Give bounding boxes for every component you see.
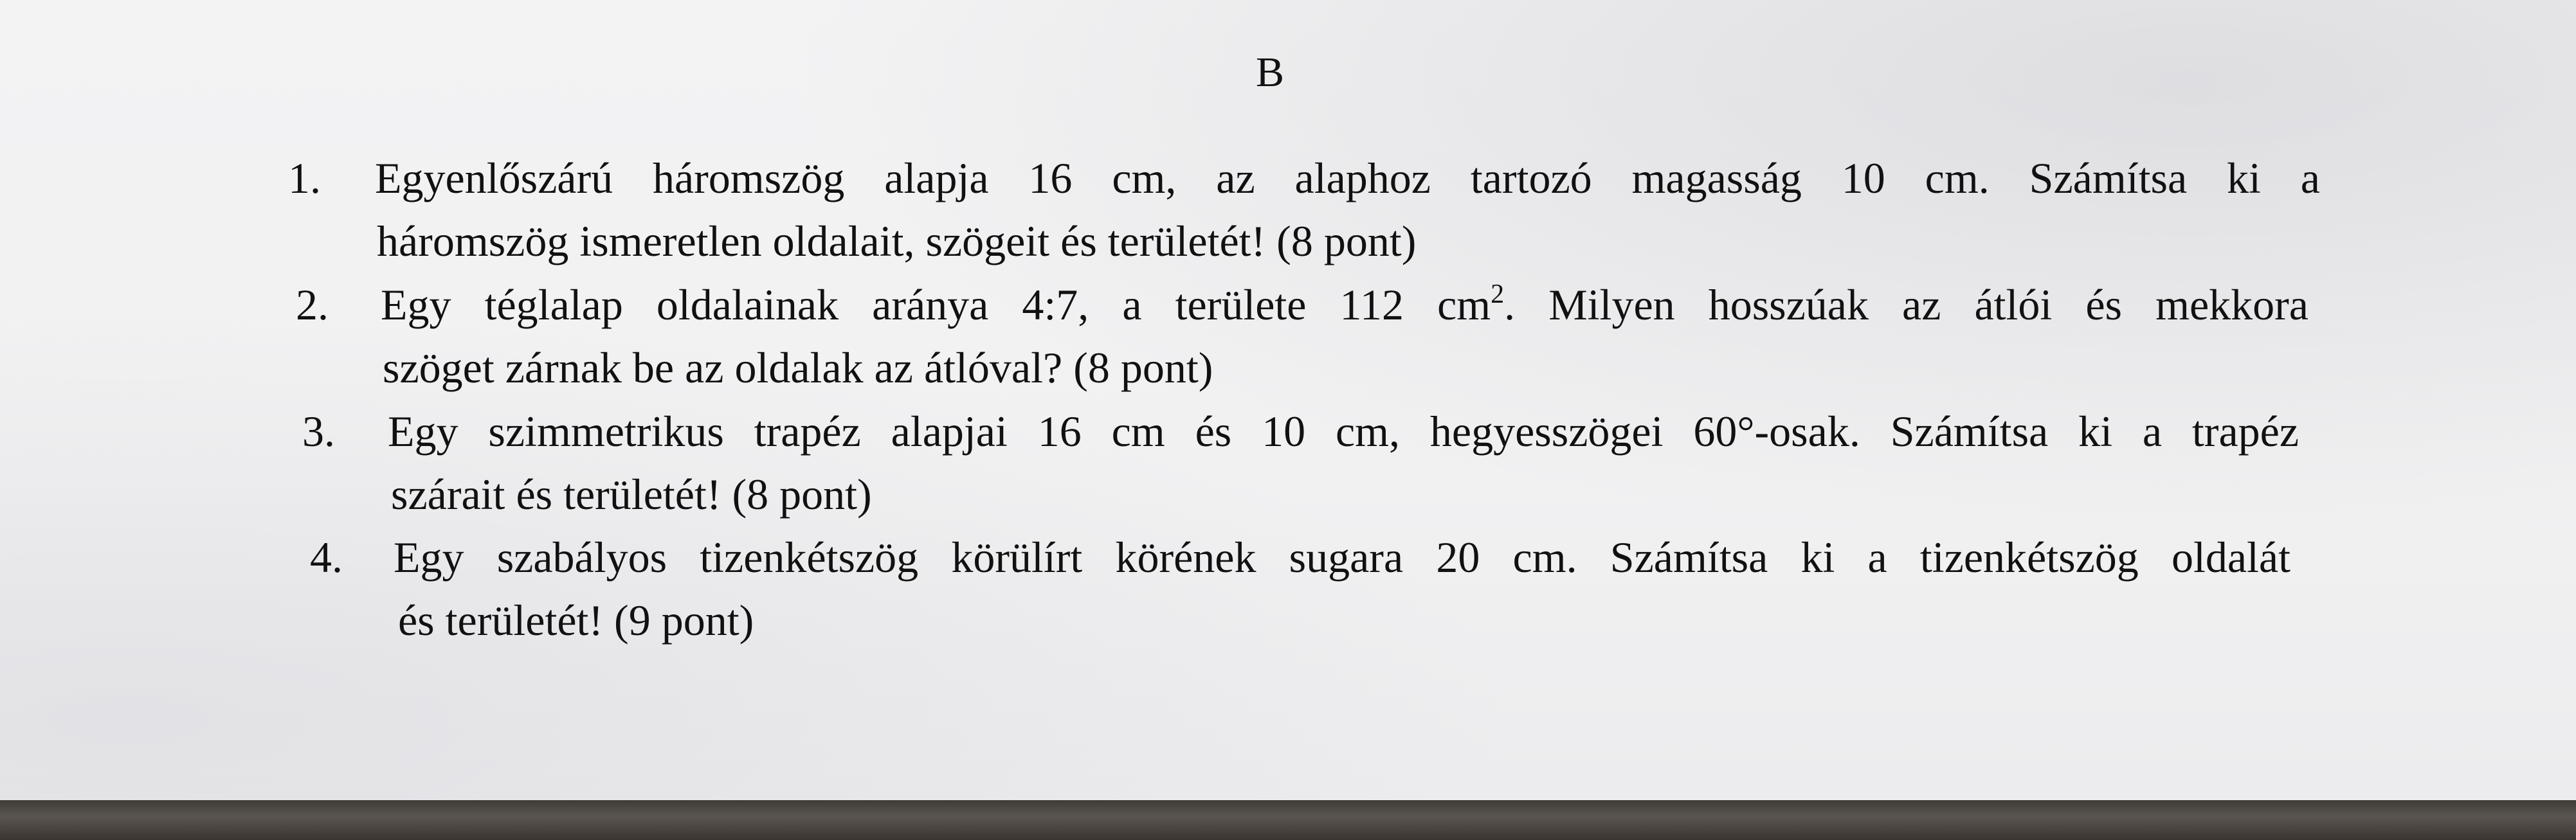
problem-number: 2.: [296, 280, 329, 329]
problem-item-2: [296, 273, 2308, 402]
problem-text-line-2: és területét! (9 pont): [398, 596, 754, 645]
problem-text-line-1: [381, 273, 2308, 336]
table-surface: [0, 800, 2576, 840]
problem-item-3: [302, 400, 2299, 528]
problem-number: 1.: [288, 154, 321, 202]
problem-text-line-1: Egy szabályos tizenkétszög körülírt körének sugara 20 cm. Számítsa ki a tizenkétszög oldalát: [394, 533, 2290, 582]
superscript-exponent: 2: [1491, 280, 1505, 309]
problem-number: 3.: [302, 407, 335, 456]
problem-text-segment: Egy téglalap oldalainak aránya 4:7, a területe 112 cm: [381, 280, 1491, 329]
page-heading: B: [1256, 49, 1285, 96]
problem-text-line-1: Egy szimmetrikus trapéz alapjai 16 cm és 10 cm, hegyesszögei 60°-osak. Számítsa ki a trapéz: [388, 407, 2299, 456]
problem-text-line-2: szárait és területét! (8 pont): [391, 470, 872, 519]
problem-text-line-1: Egyenlőszárú háromszög alapja 16 cm, az alaphoz tartozó magasság 10 cm. Számítsa ki a: [375, 154, 2320, 202]
problem-text-line-2: háromszög ismeretlen oldalait, szögeit és területét! (8 pont): [377, 217, 1417, 265]
problem-number: 4.: [310, 533, 343, 582]
problem-item-4: [310, 526, 2290, 654]
problem-text-line-2: szöget zárnak be az oldalak az átlóval? (8 pont): [383, 343, 1213, 392]
problem-item-1: [288, 147, 2320, 275]
problem-text-segment: . Milyen hosszúak az átlói és mekkora: [1504, 280, 2308, 329]
